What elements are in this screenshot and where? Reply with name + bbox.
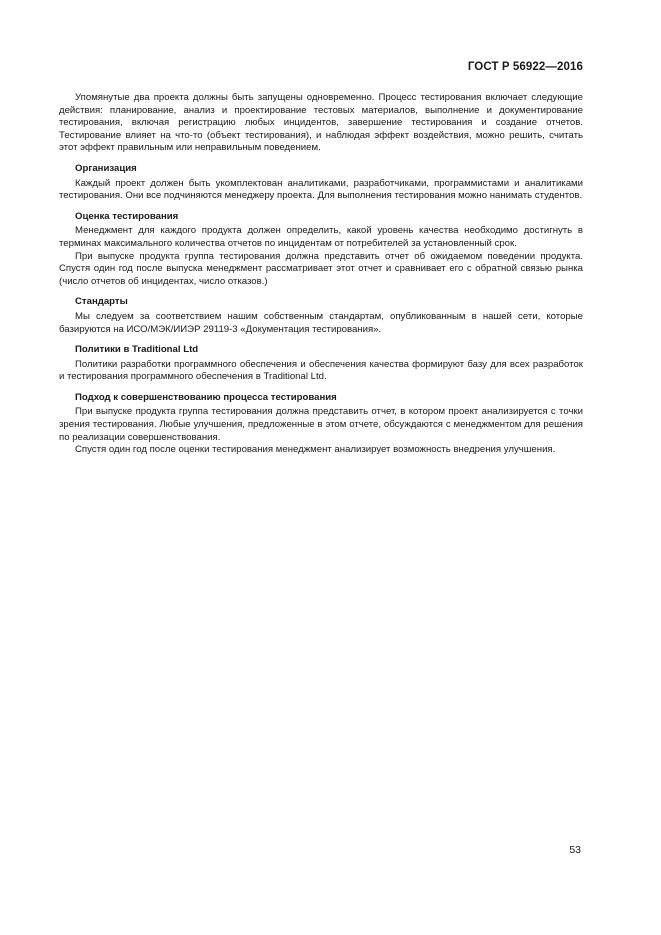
section-policies bbox=[59, 344, 583, 384]
section-heading: Политики в Traditional Ltd bbox=[75, 344, 199, 356]
section-process-improvement bbox=[59, 392, 583, 457]
section-standards bbox=[59, 296, 583, 336]
section-paragraph: При выпуске продукта группа тестирования должна представить отчет, в котором проект анализируется с точки зрения тестирования. Любые улучшения, предложенные в этом отчете, обсуждаются с менеджментом для решения по реализации совершенствования. bbox=[59, 406, 583, 443]
section-heading: Оценка тестирования bbox=[75, 210, 179, 222]
section-heading: Подход к совершенствованию процесса тестирования bbox=[75, 391, 337, 403]
section-paragraph: Каждый проект должен быть укомплектован аналитиками, разработчиками, программистами и аналитиками тестирования. Они все подчиняются менеджеру проекта. Для выполнения тестирования можно нанимать студентов. bbox=[59, 177, 583, 202]
section-paragraph: Мы следуем за соответствием нашим собственным стандартам, опубликованным в нашей сети, которые базируются на ИСО/МЭК/ИИЭР 29119-3 «Документация тестирования». bbox=[59, 310, 583, 335]
section-paragraph: При выпуске продукта группа тестирования должна представить отчет об ожидаемом поведении продукта. Спустя один год после выпуска менеджмент рассматривает этот отчет и сравнивает его с обратной связью рынка (число отчетов об инцидентах, число отказов.) bbox=[59, 250, 583, 287]
intro-paragraph: Упомянутые два проекта должны быть запущены одновременно. Процесс тестирования включает следующие действия: планирование, анализ и проектирование тестовых материалов, выполнение и документирование тестирования, включая регистрацию любых инцидентов, завершение тестирования и создание отчетов. Тестирование влияет на что-то (объект тестирования), и наблюдая эффект воздействия, можно решить, считать этот эффект правильным или неправильным поведением. bbox=[59, 92, 583, 154]
section-heading: Стандарты bbox=[75, 296, 128, 308]
section-heading: Организация bbox=[75, 162, 137, 174]
document-body bbox=[59, 92, 583, 457]
section-testing-assessment bbox=[59, 211, 583, 289]
section-paragraph: Спустя один год после оценки тестирования менеджмент анализирует возможность внедрения улучшения. bbox=[75, 444, 556, 456]
document-code: ГОСТ Р 56922—2016 bbox=[467, 61, 583, 73]
section-paragraph: Политики разработки программного обеспечения и обеспечения качества формируют базу для всех разработок и тестирования программного обеспечения в Traditional Ltd. bbox=[59, 358, 583, 383]
section-paragraph: Менеджмент для каждого продукта должен определить, какой уровень качества необходимо достигнуть в терминах максимального количества отчетов по инцидентам от потребителей за установленный срок. bbox=[59, 225, 583, 249]
section-organization bbox=[59, 163, 583, 203]
page-number: 53 bbox=[569, 844, 581, 856]
